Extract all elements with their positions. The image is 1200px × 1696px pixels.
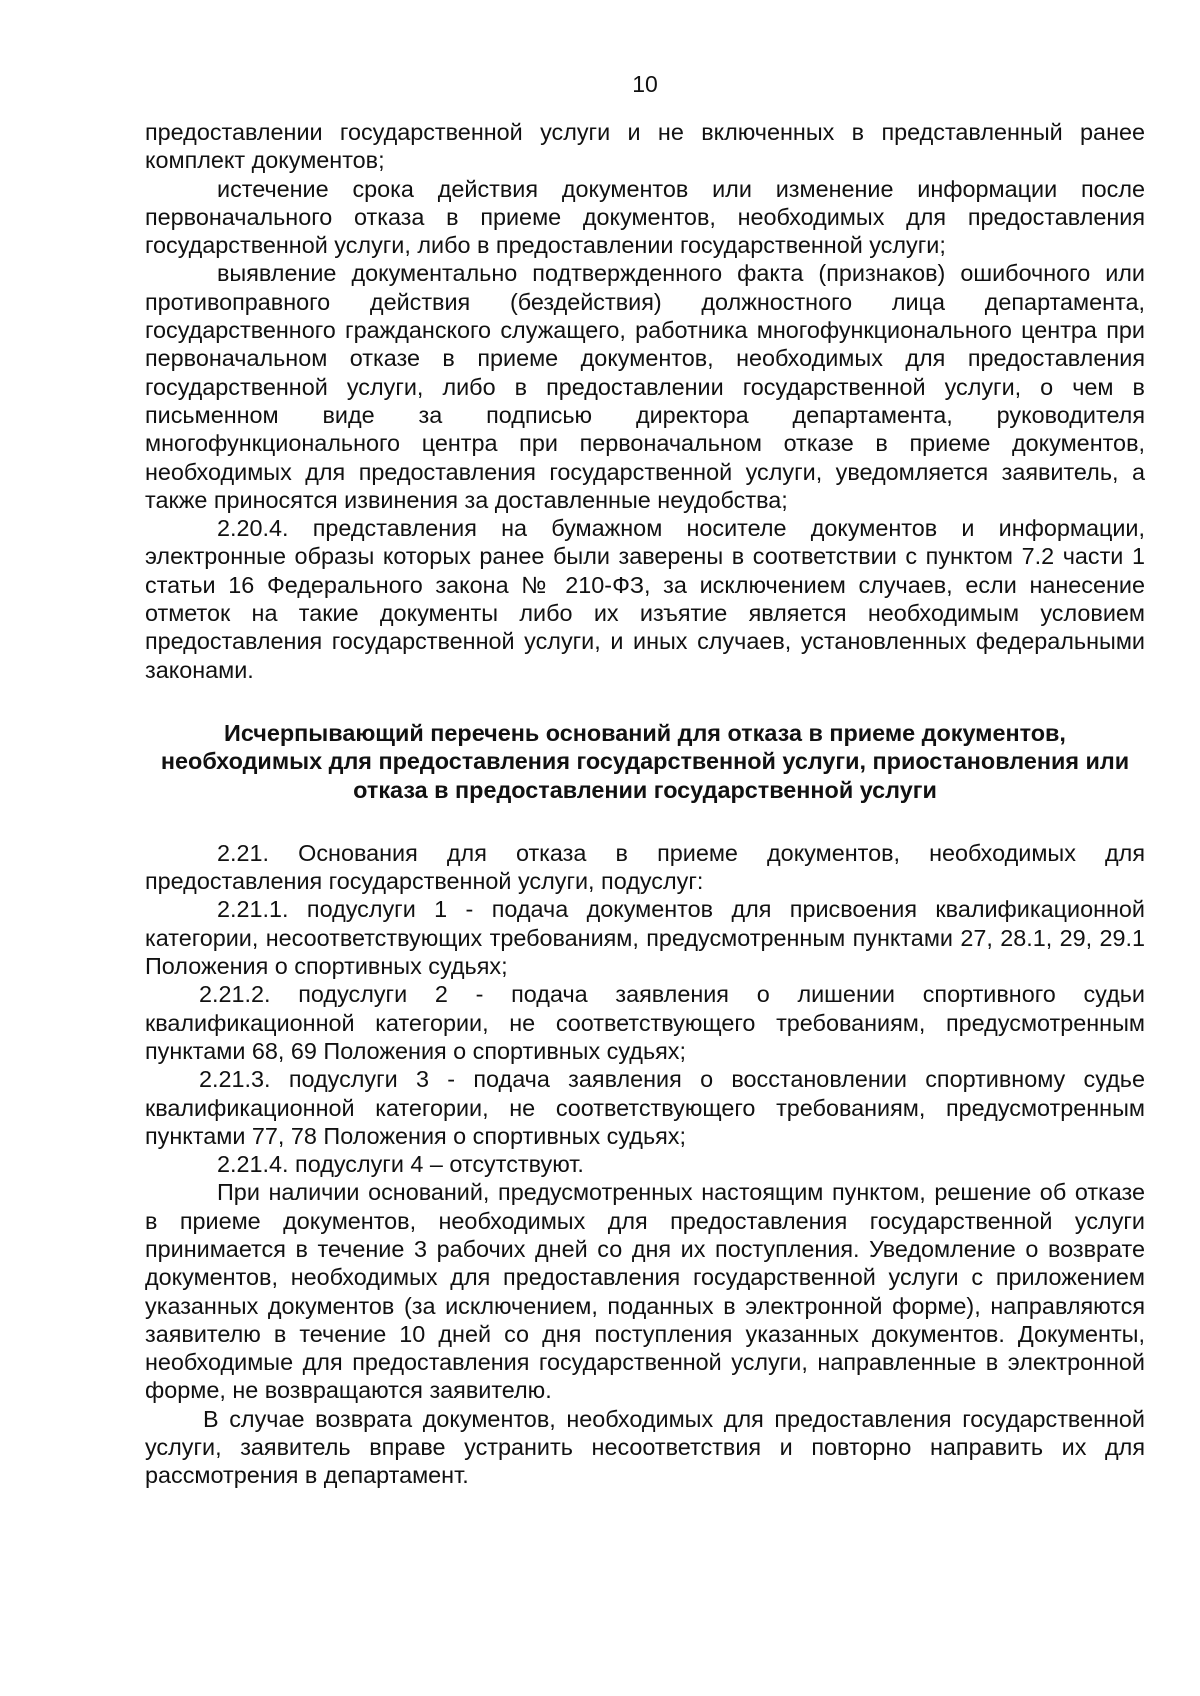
document-body xyxy=(145,118,1145,1490)
paragraph-return-case: В случае возврата документов, необходимых для предоставления государственной услуги, заявитель вправе устранить несоответствия и повторно направить их для рассмотрения в департамент. xyxy=(145,1405,1145,1489)
paragraph-2-21: 2.21. Основания для отказа в приеме документов, необходимых для предоставления государственной услуги, подуслуг: xyxy=(145,839,1145,895)
paragraph-2-21-2: 2.21.2. подуслуги 2 - подача заявления о лишении спортивного судьи квалификационной категории, не соответствующего требованиям, предусмотренным пунктами 68, 69 Положения о спортивных судьях; xyxy=(145,981,1145,1064)
paragraph-continuation: предоставлении государственной услуги и не включенных в представленный ранее комплект документов; xyxy=(145,119,1145,174)
paragraph-2-21-3: 2.21.3. подуслуги 3 - подача заявления о восстановлении спортивному судье квалификационной категории, не соответствующего требованиям, предусмотренным пунктами 77, 78 Положения о спортивных судьях; xyxy=(145,1066,1145,1149)
section-heading: Исчерпывающий перечень оснований для отказа в приеме документов, необходимых для предоставления государственной услуги, приостановления или отказа в предоставлении государственной услуги xyxy=(160,719,1130,803)
paragraph-error-detection: выявление документально подтвержденного факта (признаков) ошибочного или противоправного действия (бездействия) должностного лица департамента, государственного гражданского служащего, работника многофункционального центра при первоначальном отказе в приеме документов, необходимых для предоставления государственной услуги, либо в предоставлении государственной услуги, о чем в письменном виде за подписью директора департамента, руководителя многофункционального центра при первоначальном отказе в приеме документов, необходимых для предоставления государственной услуги, уведомляется заявитель, а также приносятся извинения за доставленные неудобства; xyxy=(145,260,1145,513)
paragraph-expiry: истечение срока действия документов или изменение информации после первоначального отказа в приеме документов, необходимых для предоставления государственной услуги, либо в предоставлении государственной услуги; xyxy=(145,175,1145,259)
page-number: 10 xyxy=(632,71,658,97)
paragraph-2-20-4: 2.20.4. представления на бумажном носителе документов и информации, электронные образы которых ранее были заверены в соответствии с пунктом 7.2 части 1 статьи 16 Федерального закона № 210-ФЗ, за исключением случаев, если нанесение отметок на такие документы либо их изъятие является необходимым условием предоставления государственной услуги, и иных случаев, установленных федеральными законами. xyxy=(145,515,1145,683)
paragraph-grounds-decision: При наличии оснований, предусмотренных настоящим пунктом, решение об отказе в приеме документов, необходимых для предоставления государственной услуги принимается в течение 3 рабочих дней со дня их поступления. Уведомление о возврате документов, необходимых для предоставления государственной услуги с приложением указанных документов (за исключением, поданных в электронной форме), направляются заявителю в течение 10 дней со дня поступления указанных документов. Документы, необходимые для предоставления государственной услуги, направленные в электронной форме, не возвращаются заявителю. xyxy=(145,1179,1145,1404)
paragraph-2-21-4: 2.21.4. подуслуги 4 – отсутствуют. xyxy=(217,1151,584,1178)
paragraph-2-21-1: 2.21.1. подуслуги 1 - подача документов для присвоения квалификационной категории, несоответствующих требованиям, предусмотренным пунктами 27, 28.1, 29, 29.1 Положения о спортивных судьях; xyxy=(145,896,1145,980)
document-page xyxy=(145,0,1145,1696)
